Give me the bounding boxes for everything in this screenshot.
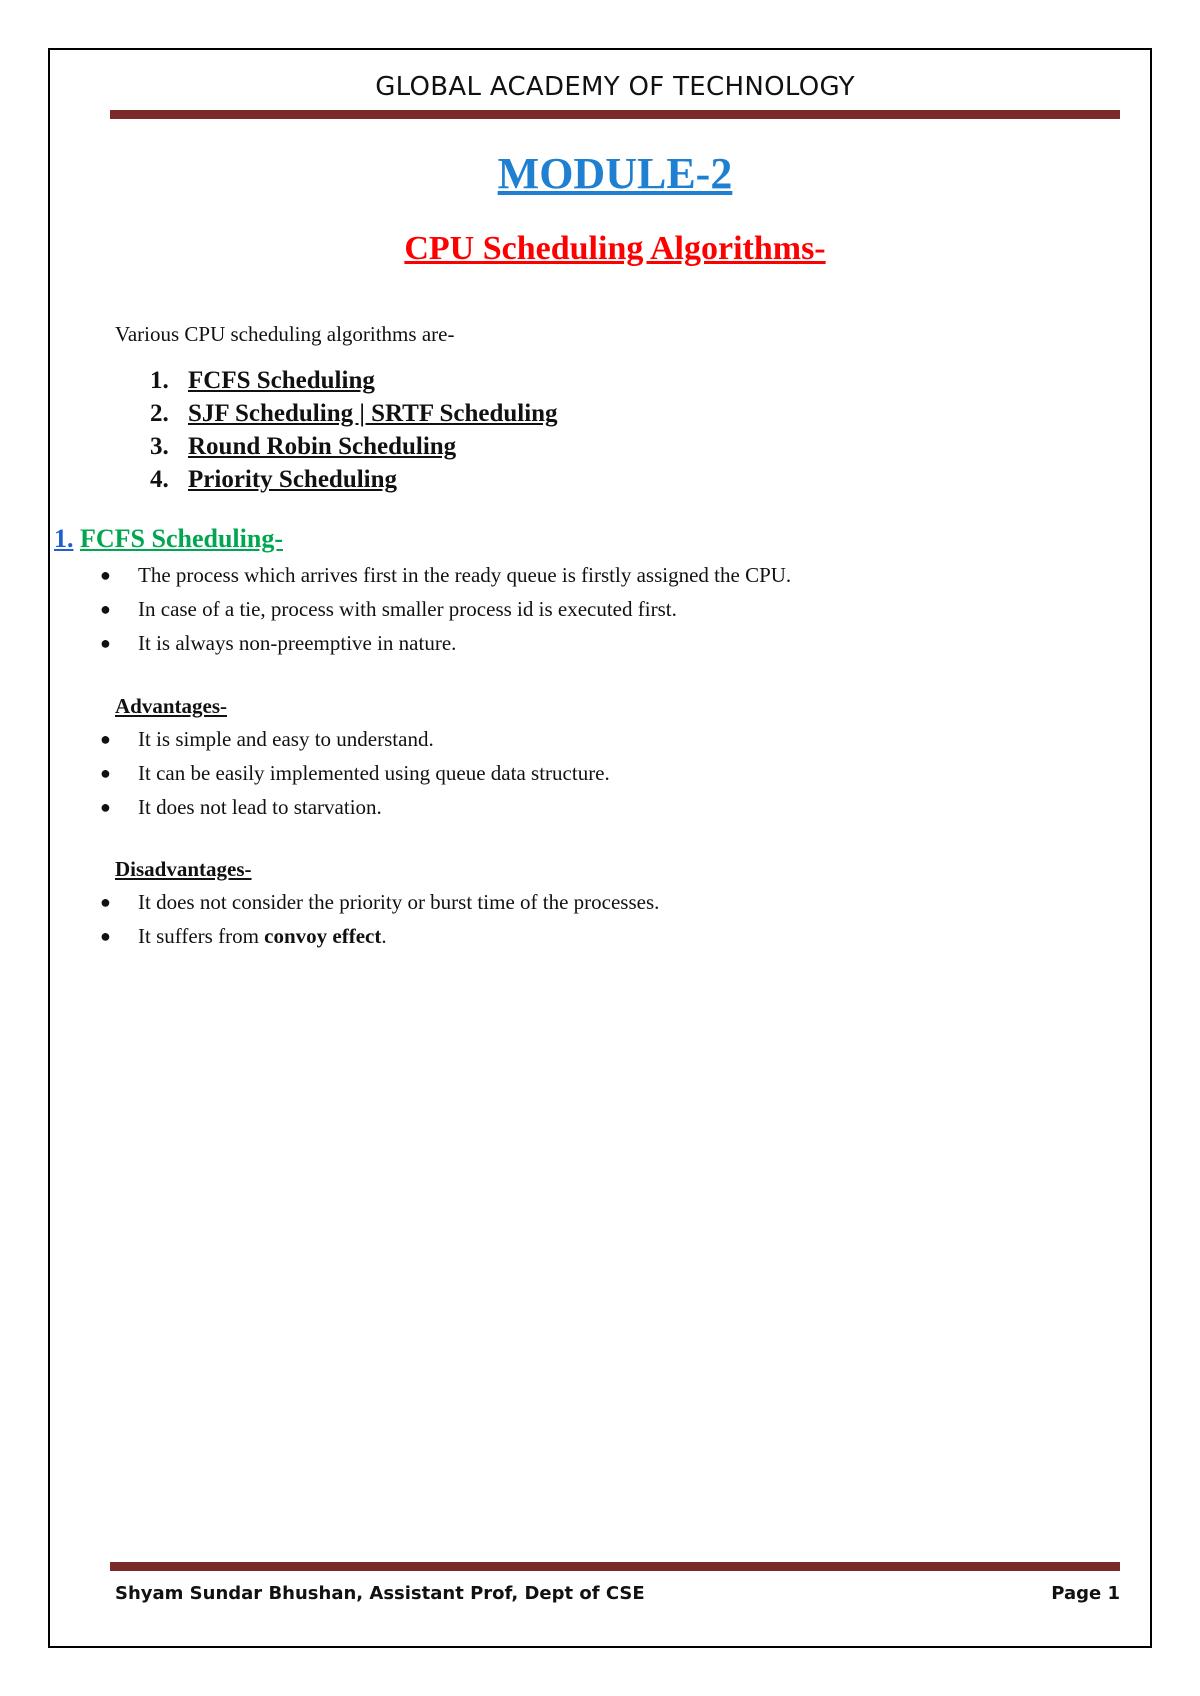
module-title: MODULE-2 [497, 149, 733, 198]
algorithm-label: Round Robin Scheduling [188, 433, 457, 460]
disadvantages-list [0, 885, 659, 953]
algorithm-number: 4. [150, 466, 169, 493]
intro-text: Various CPU scheduling algorithms are- [115, 322, 455, 346]
fcfs-section-heading [54, 524, 283, 554]
algorithm-list [150, 364, 558, 496]
advantage-text: It can be easily implemented using queue data structure. [138, 761, 610, 785]
list-item [0, 558, 791, 592]
bullet-icon: ● [100, 926, 111, 946]
list-item [0, 756, 610, 790]
bullet-icon: ● [100, 599, 111, 619]
section-label: FCFS Scheduling- [80, 524, 283, 553]
page-border [48, 48, 1152, 1648]
disadvantages-heading: Disadvantages- [115, 857, 252, 881]
point-text: The process which arrives first in the ready queue is firstly assigned the CPU. [138, 563, 792, 587]
advantage-text: It does not lead to starvation. [138, 795, 382, 819]
fcfs-points-list [0, 558, 791, 660]
advantage-text: It is simple and easy to understand. [138, 727, 434, 751]
algorithm-number: 1. [150, 367, 169, 394]
algorithm-number: 2. [150, 400, 169, 427]
bullet-icon: ● [100, 763, 111, 783]
bullet-icon: ● [100, 797, 111, 817]
convoy-effect-term: convoy effect [264, 924, 382, 948]
disadvantage-suffix: . [381, 924, 387, 948]
list-item [0, 592, 791, 626]
header-rule [110, 110, 1120, 119]
point-text: In case of a tie, process with smaller process id is executed first. [138, 597, 677, 621]
list-item [0, 885, 659, 919]
footer-rule [110, 1562, 1120, 1571]
list-item [0, 626, 791, 660]
disadvantage-prefix: It suffers from [138, 924, 265, 948]
algorithm-label: FCFS Scheduling [188, 367, 375, 394]
list-item [0, 790, 610, 824]
list-item [0, 919, 659, 953]
algorithm-item [150, 430, 558, 463]
algorithm-item [150, 463, 558, 496]
bullet-icon: ● [100, 633, 111, 653]
point-text: It is always non-preemptive in nature. [138, 631, 457, 655]
algorithm-label: Priority Scheduling [188, 466, 398, 493]
page-number: Page 1 [1051, 1583, 1120, 1604]
algorithm-item [150, 364, 558, 397]
advantages-list [0, 722, 610, 824]
algorithm-item [150, 397, 558, 430]
bullet-icon: ● [100, 892, 111, 912]
bullet-icon: ● [100, 565, 111, 585]
disadvantage-text: It does not consider the priority or burst time of the processes. [138, 890, 660, 914]
bullet-icon: ● [100, 729, 111, 749]
footer-author: Shyam Sundar Bhushan, Assistant Prof, Dept of CSE [115, 1583, 645, 1604]
algorithm-number: 3. [150, 433, 169, 460]
algorithm-label: SJF Scheduling | SRTF Scheduling [188, 400, 558, 427]
institution-header: GLOBAL ACADEMY OF TECHNOLOGY [375, 72, 855, 102]
topic-title: CPU Scheduling Algorithms- [404, 230, 826, 267]
list-item [0, 722, 610, 756]
section-number: 1. [54, 524, 74, 553]
advantages-heading: Advantages- [115, 694, 228, 718]
